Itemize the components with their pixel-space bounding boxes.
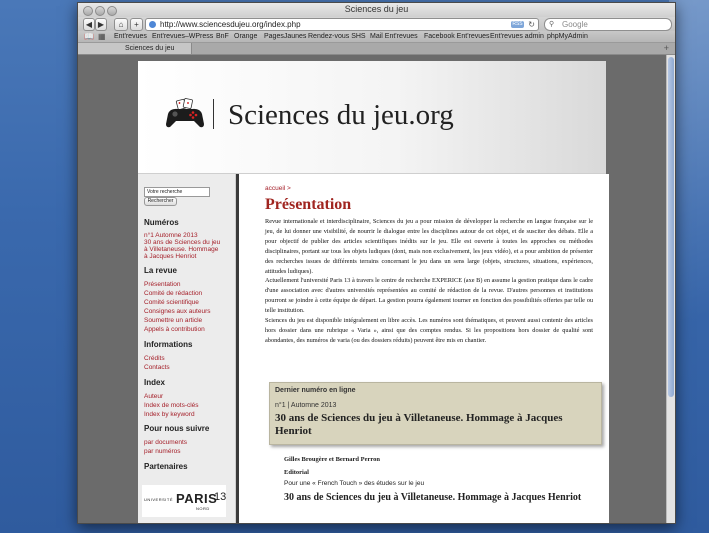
presentation-paragraph: Actuellement l'université Paris 13 à travers le centre de recherche EXPERICE (axe B) en assume la gestion pratique dans le cadre d'une association avec d'autres universités représentées au comité de rédaction de la revue. D'autres personnes et institutions pourront se joindre à cette équipe de départ. La gestion pourra également tourner en fonction des possibilités offertes par telle ou telle institution. (265, 277, 593, 315)
article-link[interactable]: Pour une « French Touch » des études sur le jeu (284, 480, 425, 487)
bookmark-item[interactable]: phpMyAdmin (547, 33, 588, 40)
url-text: http://www.sciencesdujeu.org/index.php (160, 20, 301, 29)
partner-universite: UNIVERSITÉ (144, 497, 174, 502)
partner-paris: PARIS (176, 491, 218, 506)
web-page (138, 61, 606, 523)
sidebar-item-comite-scientifique[interactable]: Comité scientifique (144, 299, 199, 306)
latest-issue-title[interactable]: 30 ans de Sciences du jeu à Villetaneuse. Hommage à Jacques Henriot (275, 412, 563, 437)
latest-issue-number[interactable]: n°1 | Automne 2013 (275, 402, 337, 409)
bookmark-item[interactable]: Mail Ent'revues (370, 33, 418, 40)
bookmark-item[interactable]: Ent'revues admin (490, 33, 544, 40)
sidebar-item-par-documents[interactable]: par documents (144, 439, 187, 446)
page-scrollbar[interactable] (666, 55, 675, 523)
site-title[interactable]: Sciences du jeu.org (228, 99, 454, 131)
sidebar-item-appels[interactable]: Appels à contribution (144, 326, 205, 333)
sidebar-search-input[interactable]: Votre recherche (144, 187, 210, 197)
latest-issue-box (269, 382, 602, 445)
sidebar-heading-index: Index (144, 378, 165, 387)
presentation-paragraph: Revue internationale et interdisciplinaire, Sciences du jeu a pour mission de développer la recherche en langue française sur le jeu, de lui donner une visibilité, de nourrir le dialogue entre les disciplines autour de cet objet, et de susciter des débats. Elle a pour objectif de publier des articles scientifiques inédits sur le jeu. Elle est ouverte à toutes les approches ou méthodes disciplinaires, portant sur tous les objets ludiques (dont, mais non exclusivement, les jeux vidéo), et a pour ambition de présenter des recherches issues de différents terrains concernant le jeu dans un sens large (objets, structures, situations, expériences, attitudes ludiques). (265, 218, 593, 275)
sidebar-item-index-keyword[interactable]: Index by keyword (144, 411, 195, 418)
browser-toolbar (78, 17, 675, 31)
sidebar-item-auteur[interactable]: Auteur (144, 393, 164, 400)
partner-13: 13 (214, 491, 227, 503)
sidebar-item-index-mots-cles[interactable]: Index de mots-clés (144, 402, 199, 409)
sidebar-item-par-numeros[interactable]: par numéros (144, 448, 181, 455)
browser-window (77, 2, 676, 524)
paris13-logo[interactable] (142, 485, 226, 517)
add-bookmark-button[interactable]: + (130, 18, 143, 31)
bookmark-item[interactable]: Ent'revues (114, 33, 147, 40)
search-placeholder: Google (562, 20, 588, 29)
bookmark-item[interactable]: Orange (234, 33, 258, 40)
sidebar-issue-link[interactable]: à Villetaneuse. Hommage (144, 246, 219, 253)
bookmark-item[interactable]: Facebook Ent'revues (424, 33, 490, 40)
sidebar-issue-link[interactable]: 30 ans de Sciences du jeu (144, 239, 221, 246)
latest-issue-heading: Dernier numéro en ligne (275, 387, 356, 394)
browser-search-field[interactable] (544, 18, 672, 31)
new-tab-button[interactable]: + (663, 43, 669, 53)
article-title[interactable]: 30 ans de Sciences du jeu à Villetaneuse. Hommage à Jacques Henriot (284, 492, 582, 503)
rss-icon[interactable]: RSS (512, 21, 523, 27)
breadcrumb[interactable]: accueil > (265, 185, 291, 192)
bookmark-item[interactable]: Rendez-vous SHS (308, 33, 366, 40)
grid-icon[interactable]: ▦ (98, 32, 106, 41)
bookmark-item[interactable]: BnF (216, 33, 229, 40)
search-icon: ⚲ (549, 21, 555, 28)
sidebar-item-presentation[interactable]: Présentation (144, 281, 181, 288)
page-viewport (78, 55, 675, 523)
tab-sciences-du-jeu[interactable] (78, 43, 192, 54)
presentation-text (265, 217, 593, 346)
sidebar-issue-link[interactable]: à Jacques Henriot (144, 253, 197, 260)
presentation-paragraph: Sciences du jeu est disponible intégralement en libre accès. Les numéros sont thématiques, et peuvent aussi contenir des articles hors dossier dans une rubrique « Varia », ainsi que des comptes rendus. Si les propositions hors dossier de qualité sont abondantes, des numéros de varia (ou des dossiers réduits) peuvent être mis en chantier. (265, 317, 593, 344)
back-button[interactable]: ◀ (83, 18, 95, 31)
bookmarks-bar (78, 31, 675, 43)
article-authors[interactable]: Gilles Brougère et Bernard Perron (284, 456, 381, 463)
bookmark-item[interactable]: Ent'revues–WPress (152, 33, 214, 40)
gamepad-logo-icon[interactable] (164, 98, 206, 130)
sidebar-item-consignes[interactable]: Consignes aux auteurs (144, 308, 211, 315)
partner-nord: NORD (196, 506, 210, 511)
sidebar-heading-informations: Informations (144, 340, 193, 349)
site-header (138, 61, 606, 174)
tab-label: Sciences du jeu (125, 45, 175, 52)
sidebar-item-contacts[interactable]: Contacts (144, 364, 170, 371)
sidebar-heading-numeros: Numéros (144, 218, 179, 227)
window-title: Sciences du jeu (344, 4, 409, 14)
title-bar (78, 3, 675, 18)
page-title: Présentation (265, 196, 352, 213)
sidebar-search-button[interactable]: Rechercher (144, 197, 177, 206)
bookmark-item[interactable]: PagesJaunes (264, 33, 307, 40)
article-section: Editorial (284, 469, 309, 476)
sidebar (138, 174, 236, 523)
main-content (236, 174, 609, 523)
logo-divider (213, 99, 214, 129)
reload-icon[interactable]: ↻ (528, 20, 535, 29)
address-bar[interactable] (145, 18, 539, 31)
sidebar-item-credits[interactable]: Crédits (144, 355, 165, 362)
scroll-thumb[interactable] (668, 57, 674, 397)
sidebar-issue-link[interactable]: n°1 Automne 2013 (144, 232, 198, 239)
forward-button[interactable]: ▶ (95, 18, 107, 31)
sidebar-heading-suivre: Pour nous suivre (144, 424, 210, 433)
sidebar-item-comite-redaction[interactable]: Comité de rédaction (144, 290, 203, 297)
sidebar-item-soumettre[interactable]: Soumettre un article (144, 317, 203, 324)
sidebar-heading-la-revue: La revue (144, 266, 177, 275)
sidebar-heading-partenaires: Partenaires (144, 462, 188, 471)
tab-bar (78, 43, 675, 55)
globe-icon (149, 21, 156, 28)
home-button[interactable]: ⌂ (114, 18, 128, 31)
book-icon[interactable]: 📖 (84, 32, 94, 41)
